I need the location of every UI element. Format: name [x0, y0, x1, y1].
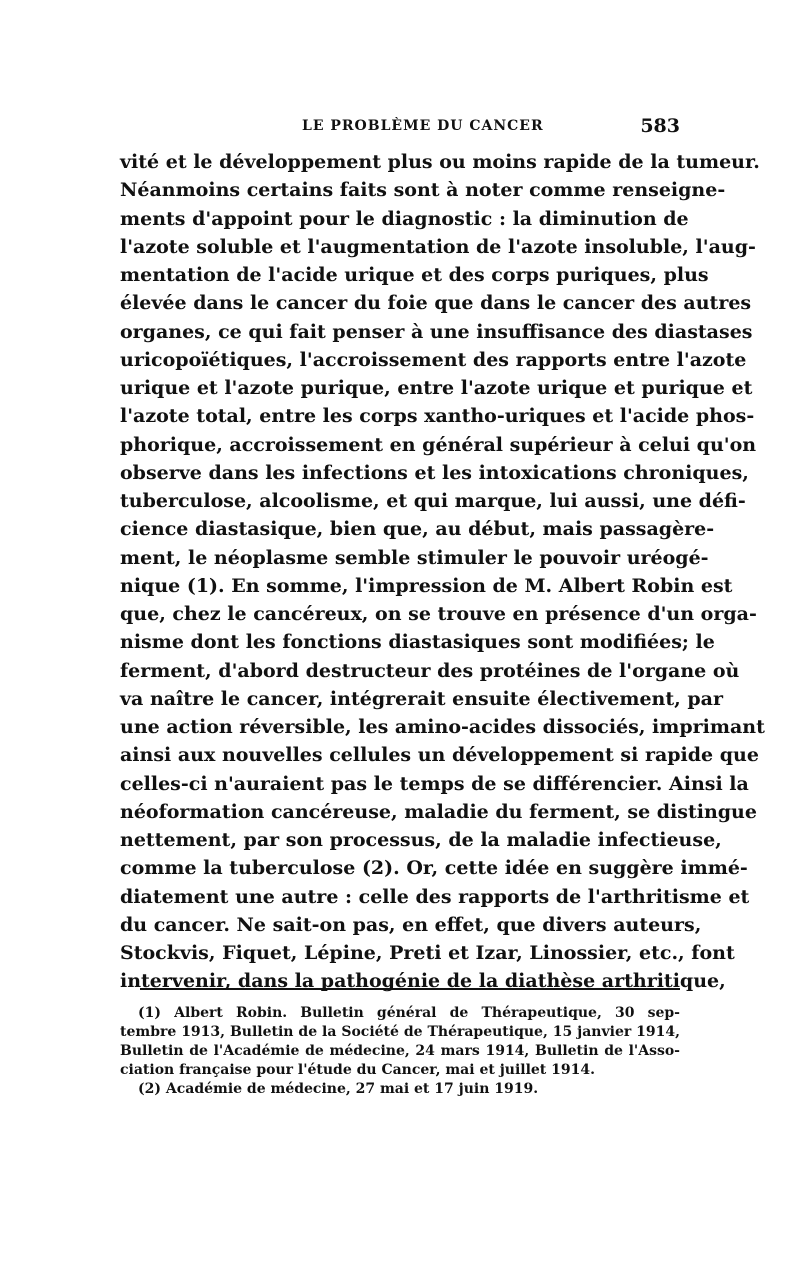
footnote-line: Bulletin de l'Académie de médecine, 24 mars 1914, Bulletin de l'Asso-: [120, 1043, 680, 1059]
text-line: cience diastasique, bien que, au début, mais passagère-: [120, 518, 715, 541]
text-line: nique (1). En somme, l'impression de M. Albert Robin est: [120, 574, 733, 597]
text-line: l'azote total, entre les corps xantho-uriques et l'acide phos-: [120, 405, 755, 428]
text-line: urique et l'azote purique, entre l'azote urique et purique et: [120, 377, 753, 399]
text-line: l'azote soluble et l'augmentation de l'azote insoluble, l'aug-: [120, 235, 756, 258]
text-line: comme la tuberculose (2). Or, cette idée en suggère immé-: [120, 857, 748, 880]
text-line: vité et le développement plus ou moins rapide de la tumeur.: [120, 151, 760, 173]
text-line: ainsi aux nouvelles cellules un développement si rapide que: [120, 744, 759, 767]
text-line: intervenir, dans la pathogénie de la diathèse arthritique,: [120, 970, 726, 993]
text-line: que, chez le cancéreux, on se trouve en présence d'un orga-: [120, 603, 757, 625]
text-line: une action réversible, les amino-acides dissociés, imprimant: [120, 716, 765, 738]
footnote-line: (2) Académie de médecine, 27 mai et 17 juin 1919.: [138, 1081, 539, 1097]
text-line: celles-ci n'auraient pas le temps de se différencier. Ainsi la: [120, 772, 749, 795]
main-text: [120, 148, 765, 996]
running-title: LE PROBLÈME DU CANCER: [302, 118, 544, 134]
page-number: 583: [640, 115, 680, 137]
text-line: diatement une autre : celle des rapports de l'arthritisme et: [120, 885, 750, 908]
text-line: élevée dans le cancer du foie que dans le cancer des autres: [120, 292, 752, 315]
text-line: ments d'appoint pour le diagnostic : la diminution de: [120, 207, 689, 230]
text-line: nisme dont les fonctions diastasiques sont modifiées; le: [120, 631, 715, 654]
text-line: Néanmoins certains faits sont à noter comme renseigne-: [120, 179, 726, 202]
footnotes: [120, 1004, 680, 1099]
text-line: mentation de l'acide urique et des corps puriques, plus: [120, 264, 709, 286]
running-header: [120, 115, 680, 140]
text-line: va naître le cancer, intégrerait ensuite électivement, par: [120, 687, 723, 710]
footnote-separator: [140, 988, 680, 990]
text-line: observe dans les infections et les intoxications chroniques,: [120, 461, 749, 484]
footnote-line: (1) Albert Robin. Bulletin général de Thérapeutique, 30 sep-: [138, 1005, 680, 1021]
text-line: organes, ce qui fait penser à une insuffisance des diastases: [120, 320, 753, 343]
text-line: nettement, par son processus, de la maladie infectieuse,: [120, 829, 722, 851]
footnote-line: ciation française pour l'étude du Cancer, mai et juillet 1914.: [120, 1062, 595, 1078]
text-line: tuberculose, alcoolisme, et qui marque, lui aussi, une défi-: [120, 490, 746, 512]
text-line: ment, le néoplasme semble stimuler le pouvoir uréogé-: [120, 546, 709, 569]
text-line: Stockvis, Fiquet, Lépine, Preti et Izar, Linossier, etc., font: [120, 942, 735, 964]
text-line: uricopoïétiques, l'accroissement des rapports entre l'azote: [120, 348, 747, 371]
text-line: ferment, d'abord destructeur des protéines de l'organe où: [120, 659, 740, 682]
footnote-line: tembre 1913, Bulletin de la Société de Thérapeutique, 15 janvier 1914,: [120, 1024, 680, 1040]
text-line: phorique, accroissement en général supérieur à celui qu'on: [120, 433, 757, 456]
text-line: du cancer. Ne sait-on pas, en effet, que divers auteurs,: [120, 913, 702, 936]
text-line: néoformation cancéreuse, maladie du ferment, se distingue: [120, 800, 757, 823]
